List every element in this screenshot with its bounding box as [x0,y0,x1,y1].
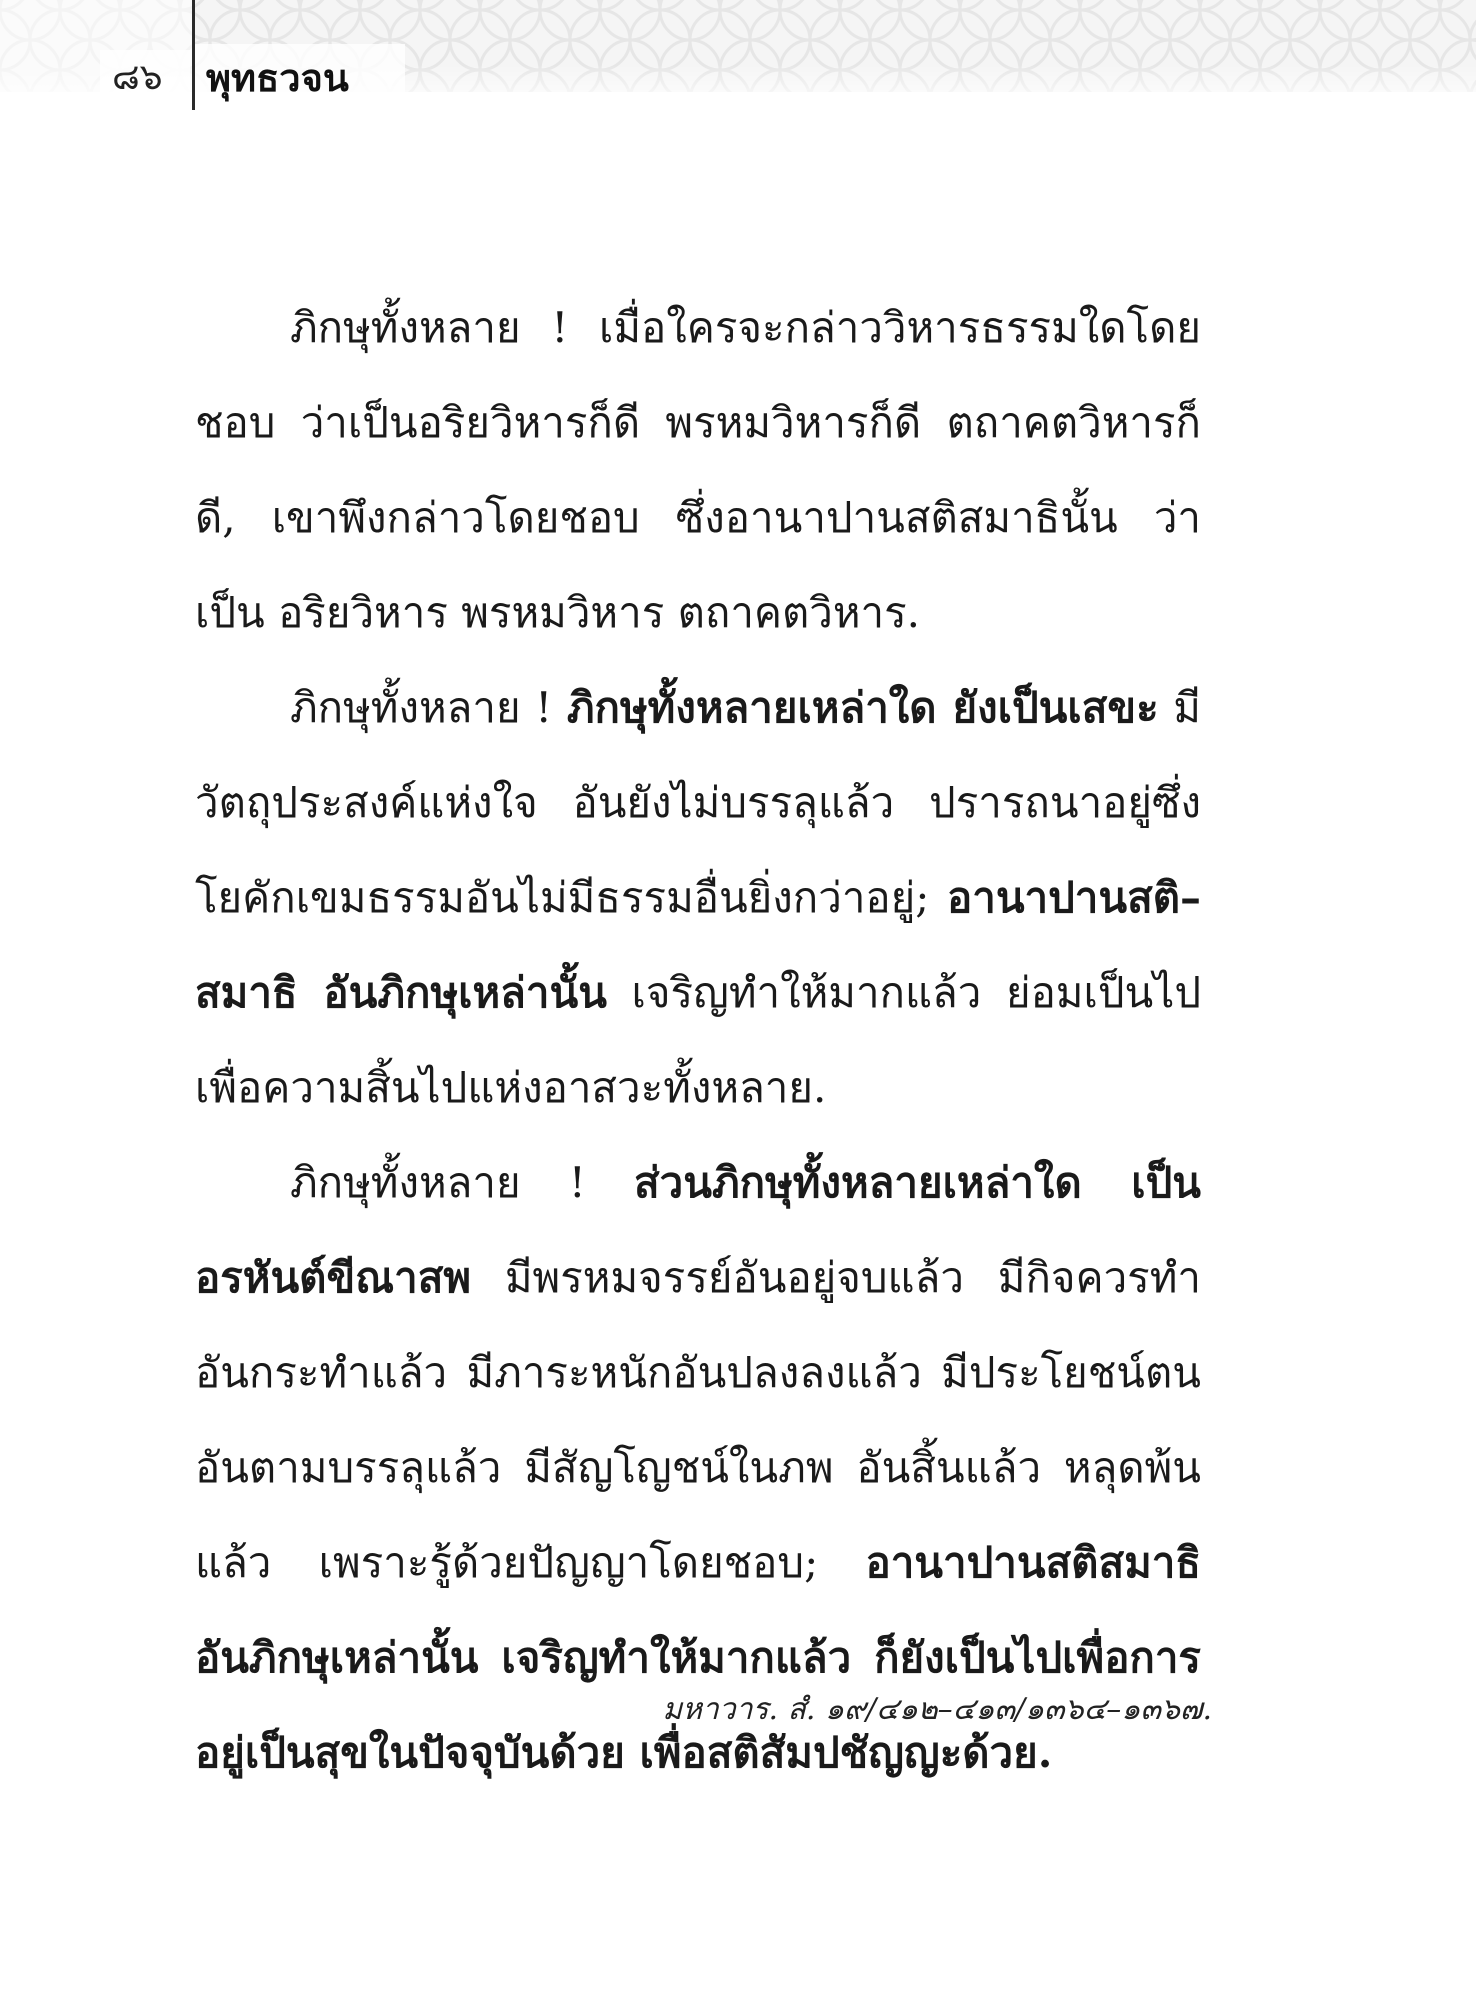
paragraph-1-text: ภิกษุทั้งหลาย ! เมื่อใครจะกล่าววิหารธรรมใดโดยชอบ ว่าเป็นอริยวิหารก็ดี พรหมวิหารก็ดี ตถาคตวิหารก็ดี, เขาพึงกล่าวโดยชอบ ซึ่งอานาปานสติสมาธินั้น ว่าเป็น อริยวิหาร พรหมวิหาร ตถาคตวิหาร. [195,303,1201,637]
source-citation: มหาวาร. สํ. ๑๙/๔๑๒–๔๑๓/๑๓๖๔–๑๓๖๗. [662,1692,1212,1727]
paragraph-1 [195,280,1201,660]
paragraph-3-text: มีพรหมจรรย์อันอยู่จบแล้ว มีกิจควรทำ อันกระทำแล้ว มีภาระหนักอันปลงลงแล้ว มีประโยชน์ตน อันตามบรรลุแล้ว มีสัญโญชน์ในภพ อันสิ้นแล้ว หลุดพ้น แล้ว เพราะรู้ด้วยปัญญาโดยชอบ; [195,1253,1201,1587]
page-number: ๘๖ [112,57,163,98]
book-title: พุทธวจน [206,56,349,100]
paragraph-3-bold-text: อานาปานสติสมาธิ อันภิกษุเหล่านั้น เจริญทำให้มากแล้ว ก็ยังเป็นไปเพื่อการอยู่เป็นสุขในปัจจุบันด้วย เพื่อสติสัมปชัญญะด้วย. [195,1538,1201,1777]
header-divider-line [192,0,195,110]
paragraph-2-text: ภิกษุทั้งหลาย ! [290,683,567,732]
paragraph-3-text: ภิกษุทั้งหลาย ! [290,1158,635,1207]
paragraph-2-bold-text: อานาปานสติ–สมาธิ อันภิกษุเหล่านั้น [195,873,1201,1017]
paragraph-2-text: มีวัตถุประสงค์แห่งใจ อันยังไม่บรรลุแล้ว ปรารถนาอยู่ซึ่งโยคักเขมธรรมอันไม่มีธรรมอื่นยิ่งกว่าอยู่; [195,683,1201,922]
paragraph-3-bold-text: ส่วนภิกษุทั้งหลายเหล่าใด เป็นอรหันต์ขีณาสพ [195,1158,1201,1302]
main-text-body [195,280,1201,1800]
paragraph-2-bold-text: ภิกษุทั้งหลายเหล่าใด ยังเป็นเสขะ [566,683,1159,732]
paragraph-2 [195,660,1201,1135]
paragraph-2-text: เจริญทำให้มากแล้ว ย่อมเป็นไปเพื่อความสิ้นไปแห่งอาสวะทั้งหลาย. [195,968,1201,1112]
